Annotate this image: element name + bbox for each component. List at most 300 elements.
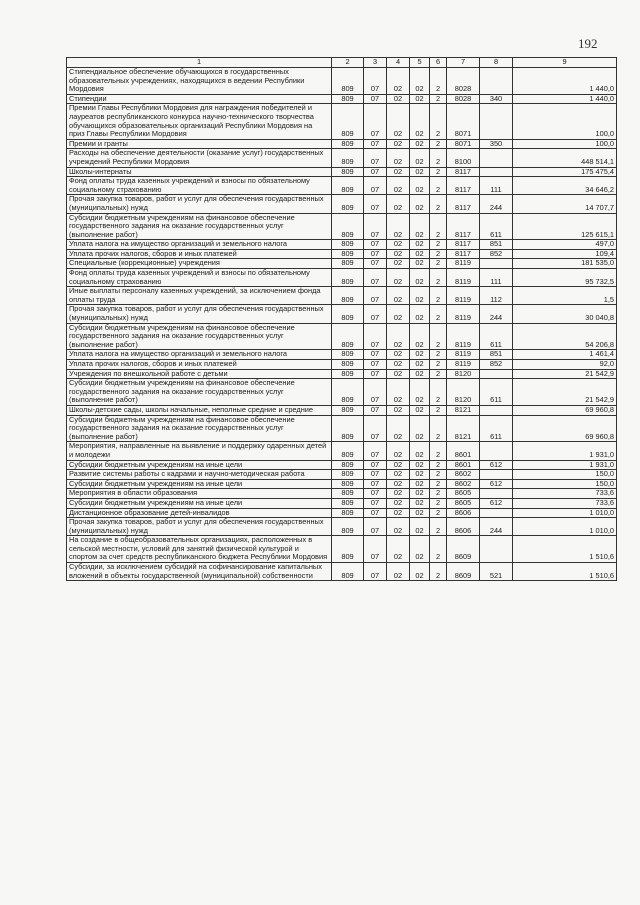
code-section: 07 (364, 518, 387, 536)
table-row (67, 360, 617, 370)
code-subprogram: 2 (430, 305, 447, 323)
code-subprogram: 2 (430, 442, 447, 460)
code-event: 8602 (447, 470, 480, 480)
code-expense-type: 852 (480, 249, 513, 259)
code-expense-type (480, 167, 513, 177)
row-amount: 1 931,0 (513, 460, 617, 470)
code-program: 02 (410, 240, 430, 250)
row-name: Расходы на обеспечение деятельности (оказание услуг) государственных учреждений Республики Мордовия (67, 149, 332, 167)
table-row (67, 498, 617, 508)
code-event: 8606 (447, 518, 480, 536)
code-subsection: 02 (387, 213, 410, 240)
table-row (67, 508, 617, 518)
code-expense-type: 611 (480, 379, 513, 406)
code-event: 8609 (447, 536, 480, 563)
code-subprogram: 2 (430, 323, 447, 350)
code-subprogram: 2 (430, 259, 447, 269)
code-section: 07 (364, 177, 387, 195)
code-expense-type: 611 (480, 213, 513, 240)
table-row (67, 195, 617, 213)
code-event: 8071 (447, 139, 480, 149)
code-expense-type: 244 (480, 195, 513, 213)
table-row (67, 213, 617, 240)
code-section: 07 (364, 498, 387, 508)
code-subprogram: 2 (430, 240, 447, 250)
code-section: 07 (364, 104, 387, 139)
code-subprogram: 2 (430, 415, 447, 442)
code-subsection: 02 (387, 489, 410, 499)
row-amount: 100,0 (513, 104, 617, 139)
code-section: 07 (364, 460, 387, 470)
table-row (67, 287, 617, 305)
column-header-1: 1 (67, 58, 332, 68)
code-subprogram: 2 (430, 350, 447, 360)
code-section: 07 (364, 470, 387, 480)
code-subsection: 02 (387, 240, 410, 250)
row-name: На создание в общеобразовательных организациях, расположенных в сельской местности, условий для занятий физической культурой и спортом за счет средств республиканского бюджета Республики Мордовия (67, 536, 332, 563)
code-expense-type: 611 (480, 323, 513, 350)
code-event: 8028 (447, 68, 480, 95)
code-event: 8120 (447, 379, 480, 406)
code-event: 8120 (447, 369, 480, 379)
column-header-6: 6 (430, 58, 447, 68)
code-program: 02 (410, 177, 430, 195)
code-section: 07 (364, 213, 387, 240)
code-subprogram: 2 (430, 139, 447, 149)
row-name: Фонд оплаты труда казенных учреждений и взносы по обязательному социальному страхованию (67, 269, 332, 287)
code-ministry: 809 (332, 508, 364, 518)
row-amount: 34 646,2 (513, 177, 617, 195)
code-event: 8121 (447, 405, 480, 415)
code-program: 02 (410, 479, 430, 489)
code-ministry: 809 (332, 240, 364, 250)
code-subprogram: 2 (430, 460, 447, 470)
row-amount: 95 732,5 (513, 269, 617, 287)
row-name: Премии Главы Республики Мордовия для награждения победителей и лауреатов республиканского конкурса научно-технического творчества обучающихся образовательных организаций Республики Мордовия на приз Главы Республики Мордовия (67, 104, 332, 139)
code-program: 02 (410, 195, 430, 213)
code-ministry: 809 (332, 149, 364, 167)
table-row (67, 139, 617, 149)
row-amount: 1,5 (513, 287, 617, 305)
code-ministry: 809 (332, 470, 364, 480)
code-program: 02 (410, 94, 430, 104)
code-subsection: 02 (387, 415, 410, 442)
code-expense-type: 244 (480, 305, 513, 323)
code-subprogram: 2 (430, 177, 447, 195)
code-event: 8609 (447, 563, 480, 581)
code-subprogram: 2 (430, 360, 447, 370)
code-ministry: 809 (332, 104, 364, 139)
row-amount: 21 542,9 (513, 369, 617, 379)
code-expense-type: 111 (480, 177, 513, 195)
code-expense-type: 851 (480, 240, 513, 250)
code-program: 02 (410, 213, 430, 240)
page-number: 192 (578, 36, 598, 51)
row-name: Мероприятия, направленные на выявление и поддержку одаренных детей и молодежи (67, 442, 332, 460)
code-event: 8119 (447, 350, 480, 360)
code-program: 02 (410, 489, 430, 499)
row-name: Стипендии (67, 94, 332, 104)
code-subsection: 02 (387, 323, 410, 350)
code-section: 07 (364, 442, 387, 460)
code-ministry: 809 (332, 177, 364, 195)
table-row (67, 269, 617, 287)
code-expense-type (480, 259, 513, 269)
row-amount: 109,4 (513, 249, 617, 259)
row-name: Фонд оплаты труда казенных учреждений и взносы по обязательному социальному страхованию (67, 177, 332, 195)
table-row (67, 240, 617, 250)
code-section: 07 (364, 350, 387, 360)
code-expense-type: 112 (480, 287, 513, 305)
row-name: Специальные (коррекционные) учреждения (67, 259, 332, 269)
code-subprogram: 2 (430, 369, 447, 379)
code-section: 07 (364, 94, 387, 104)
code-section: 07 (364, 139, 387, 149)
code-program: 02 (410, 379, 430, 406)
code-event: 8605 (447, 489, 480, 499)
code-subsection: 02 (387, 369, 410, 379)
code-expense-type: 611 (480, 415, 513, 442)
code-subprogram: 2 (430, 489, 447, 499)
code-event: 8119 (447, 259, 480, 269)
row-amount: 69 960,8 (513, 405, 617, 415)
code-event: 8117 (447, 213, 480, 240)
code-section: 07 (364, 68, 387, 95)
code-subsection: 02 (387, 167, 410, 177)
code-program: 02 (410, 518, 430, 536)
code-program: 02 (410, 104, 430, 139)
code-ministry: 809 (332, 518, 364, 536)
table-row (67, 489, 617, 499)
code-subsection: 02 (387, 177, 410, 195)
code-ministry: 809 (332, 213, 364, 240)
code-ministry: 809 (332, 360, 364, 370)
code-subprogram: 2 (430, 508, 447, 518)
table-row (67, 479, 617, 489)
code-section: 07 (364, 369, 387, 379)
code-event: 8121 (447, 415, 480, 442)
row-name: Иные выплаты персоналу казенных учреждений, за исключением фонда оплаты труда (67, 287, 332, 305)
code-ministry: 809 (332, 563, 364, 581)
code-program: 02 (410, 287, 430, 305)
table-row (67, 149, 617, 167)
row-amount: 175 475,4 (513, 167, 617, 177)
table-row (67, 305, 617, 323)
code-subsection: 02 (387, 139, 410, 149)
row-amount: 21 542,9 (513, 379, 617, 406)
code-ministry: 809 (332, 68, 364, 95)
code-subsection: 02 (387, 563, 410, 581)
code-program: 02 (410, 350, 430, 360)
code-subsection: 02 (387, 536, 410, 563)
code-section: 07 (364, 287, 387, 305)
row-name: Уплата налога на имущество организаций и земельного налога (67, 240, 332, 250)
code-expense-type (480, 405, 513, 415)
code-subprogram: 2 (430, 249, 447, 259)
code-ministry: 809 (332, 139, 364, 149)
column-header-8: 8 (480, 58, 513, 68)
code-section: 07 (364, 195, 387, 213)
row-name: Уплата прочих налогов, сборов и иных платежей (67, 360, 332, 370)
code-subsection: 02 (387, 498, 410, 508)
code-expense-type: 111 (480, 269, 513, 287)
row-name: Прочая закупка товаров, работ и услуг для обеспечения государственных (муниципальных) нужд (67, 305, 332, 323)
code-subsection: 02 (387, 442, 410, 460)
code-expense-type: 244 (480, 518, 513, 536)
row-amount: 1 510,6 (513, 536, 617, 563)
code-program: 02 (410, 508, 430, 518)
code-expense-type: 851 (480, 350, 513, 360)
code-ministry: 809 (332, 479, 364, 489)
code-ministry: 809 (332, 323, 364, 350)
code-subprogram: 2 (430, 68, 447, 95)
code-expense-type: 612 (480, 498, 513, 508)
code-section: 07 (364, 405, 387, 415)
code-subsection: 02 (387, 350, 410, 360)
code-expense-type (480, 470, 513, 480)
code-subsection: 02 (387, 379, 410, 406)
code-subsection: 02 (387, 305, 410, 323)
table-row (67, 259, 617, 269)
row-amount: 448 514,1 (513, 149, 617, 167)
code-ministry: 809 (332, 379, 364, 406)
code-event: 8601 (447, 460, 480, 470)
code-subsection: 02 (387, 405, 410, 415)
code-ministry: 809 (332, 94, 364, 104)
table-body (67, 68, 617, 581)
code-expense-type: 612 (480, 460, 513, 470)
code-expense-type: 852 (480, 360, 513, 370)
code-section: 07 (364, 536, 387, 563)
row-name: Субсидии бюджетным учреждениям на иные цели (67, 498, 332, 508)
code-subsection: 02 (387, 508, 410, 518)
row-amount: 14 707,7 (513, 195, 617, 213)
code-program: 02 (410, 405, 430, 415)
code-expense-type: 350 (480, 139, 513, 149)
row-amount: 1 510,6 (513, 563, 617, 581)
code-section: 07 (364, 489, 387, 499)
code-ministry: 809 (332, 489, 364, 499)
code-event: 8606 (447, 508, 480, 518)
table-row (67, 518, 617, 536)
row-amount: 69 960,8 (513, 415, 617, 442)
code-event: 8119 (447, 360, 480, 370)
table-row (67, 323, 617, 350)
code-subsection: 02 (387, 195, 410, 213)
table-row (67, 379, 617, 406)
code-section: 07 (364, 305, 387, 323)
table-row (67, 460, 617, 470)
header-row (67, 58, 617, 68)
code-section: 07 (364, 240, 387, 250)
row-name: Учреждения по внешкольной работе с детьми (67, 369, 332, 379)
row-amount: 497,0 (513, 240, 617, 250)
code-subsection: 02 (387, 104, 410, 139)
row-amount: 733,6 (513, 489, 617, 499)
row-amount: 1 010,0 (513, 518, 617, 536)
table-row (67, 405, 617, 415)
row-name: Прочая закупка товаров, работ и услуг для обеспечения государственных (муниципальных) нужд (67, 518, 332, 536)
row-amount: 92,0 (513, 360, 617, 370)
code-program: 02 (410, 360, 430, 370)
row-amount: 733,6 (513, 498, 617, 508)
row-name: Школы-детские сады, школы начальные, неполные средние и средние (67, 405, 332, 415)
code-section: 07 (364, 563, 387, 581)
row-name: Субсидии бюджетным учреждениям на финансовое обеспечение государственного задания на оказание государственных услуг (выполнение работ) (67, 213, 332, 240)
code-subsection: 02 (387, 360, 410, 370)
code-subsection: 02 (387, 259, 410, 269)
table-row (67, 68, 617, 95)
row-amount: 1 440,0 (513, 94, 617, 104)
code-event: 8601 (447, 442, 480, 460)
row-name: Дистанционное образование детей-инвалидов (67, 508, 332, 518)
code-subprogram: 2 (430, 405, 447, 415)
code-event: 8117 (447, 195, 480, 213)
code-expense-type (480, 536, 513, 563)
code-ministry: 809 (332, 269, 364, 287)
row-name: Субсидии бюджетным учреждениям на иные цели (67, 460, 332, 470)
row-name: Субсидии бюджетным учреждениям на иные цели (67, 479, 332, 489)
code-ministry: 809 (332, 405, 364, 415)
code-subprogram: 2 (430, 563, 447, 581)
code-expense-type: 521 (480, 563, 513, 581)
row-amount: 1 461,4 (513, 350, 617, 360)
column-header-4: 4 (387, 58, 410, 68)
code-subsection: 02 (387, 94, 410, 104)
code-subsection: 02 (387, 470, 410, 480)
code-event: 8119 (447, 287, 480, 305)
code-expense-type (480, 442, 513, 460)
row-amount: 181 535,0 (513, 259, 617, 269)
table-row (67, 177, 617, 195)
code-section: 07 (364, 508, 387, 518)
code-subsection: 02 (387, 149, 410, 167)
code-program: 02 (410, 167, 430, 177)
code-event: 8028 (447, 94, 480, 104)
code-program: 02 (410, 269, 430, 287)
code-subprogram: 2 (430, 379, 447, 406)
code-program: 02 (410, 369, 430, 379)
code-ministry: 809 (332, 415, 364, 442)
row-name: Премии и гранты (67, 139, 332, 149)
column-header-7: 7 (447, 58, 480, 68)
code-event: 8117 (447, 240, 480, 250)
code-expense-type: 340 (480, 94, 513, 104)
code-section: 07 (364, 269, 387, 287)
code-subprogram: 2 (430, 195, 447, 213)
code-subprogram: 2 (430, 94, 447, 104)
table-row (67, 104, 617, 139)
code-event: 8119 (447, 305, 480, 323)
code-program: 02 (410, 415, 430, 442)
row-name: Уплата налога на имущество организаций и земельного налога (67, 350, 332, 360)
code-event: 8602 (447, 479, 480, 489)
code-program: 02 (410, 323, 430, 350)
row-name: Школы-интернаты (67, 167, 332, 177)
column-header-5: 5 (410, 58, 430, 68)
code-ministry: 809 (332, 167, 364, 177)
code-section: 07 (364, 323, 387, 350)
code-subprogram: 2 (430, 269, 447, 287)
code-section: 07 (364, 259, 387, 269)
row-name: Уплата прочих налогов, сборов и иных платежей (67, 249, 332, 259)
code-event: 8117 (447, 167, 480, 177)
code-expense-type (480, 149, 513, 167)
row-amount: 1 931,0 (513, 442, 617, 460)
code-program: 02 (410, 563, 430, 581)
code-program: 02 (410, 442, 430, 460)
row-name: Субсидии бюджетным учреждениям на финансовое обеспечение государственного задания на оказание государственных услуг (выполнение работ) (67, 415, 332, 442)
code-program: 02 (410, 149, 430, 167)
code-ministry: 809 (332, 369, 364, 379)
column-header-2: 2 (332, 58, 364, 68)
table-row (67, 94, 617, 104)
code-event: 8071 (447, 104, 480, 139)
code-subprogram: 2 (430, 167, 447, 177)
code-subsection: 02 (387, 68, 410, 95)
row-name: Стипендиальное обеспечение обучающихся в государственных образовательных учреждениях, находящихся в ведении Республики Мордовия (67, 68, 332, 95)
table-row (67, 350, 617, 360)
code-ministry: 809 (332, 442, 364, 460)
table-row (67, 249, 617, 259)
code-subsection: 02 (387, 479, 410, 489)
column-header-3: 3 (364, 58, 387, 68)
row-amount: 1 010,0 (513, 508, 617, 518)
code-program: 02 (410, 259, 430, 269)
code-program: 02 (410, 305, 430, 323)
code-section: 07 (364, 379, 387, 406)
table-row (67, 167, 617, 177)
row-amount: 125 615,1 (513, 213, 617, 240)
code-section: 07 (364, 479, 387, 489)
row-amount: 150,0 (513, 479, 617, 489)
code-ministry: 809 (332, 259, 364, 269)
table-row (67, 563, 617, 581)
row-name: Субсидии, за исключением субсидий на софинансирование капитальных вложений в объекты государственной (муниципальной) собственности (67, 563, 332, 581)
row-name: Мероприятия в области образования (67, 489, 332, 499)
code-ministry: 809 (332, 195, 364, 213)
row-name: Развитие системы работы с кадрами и научно-методическая работа (67, 470, 332, 480)
code-event: 8119 (447, 323, 480, 350)
code-subprogram: 2 (430, 498, 447, 508)
code-ministry: 809 (332, 249, 364, 259)
row-amount: 54 206,8 (513, 323, 617, 350)
table-row (67, 442, 617, 460)
code-program: 02 (410, 68, 430, 95)
row-name: Субсидии бюджетным учреждениям на финансовое обеспечение государственного задания на оказание государственных услуг (выполнение работ) (67, 379, 332, 406)
table-row (67, 415, 617, 442)
code-program: 02 (410, 249, 430, 259)
code-subprogram: 2 (430, 470, 447, 480)
code-subprogram: 2 (430, 287, 447, 305)
code-section: 07 (364, 415, 387, 442)
code-expense-type: 612 (480, 479, 513, 489)
code-expense-type (480, 369, 513, 379)
code-ministry: 809 (332, 287, 364, 305)
code-program: 02 (410, 536, 430, 563)
code-expense-type (480, 489, 513, 499)
code-subsection: 02 (387, 249, 410, 259)
code-subsection: 02 (387, 287, 410, 305)
code-expense-type (480, 508, 513, 518)
code-expense-type (480, 68, 513, 95)
code-section: 07 (364, 149, 387, 167)
code-program: 02 (410, 470, 430, 480)
code-section: 07 (364, 167, 387, 177)
code-subsection: 02 (387, 269, 410, 287)
code-program: 02 (410, 139, 430, 149)
code-subprogram: 2 (430, 104, 447, 139)
